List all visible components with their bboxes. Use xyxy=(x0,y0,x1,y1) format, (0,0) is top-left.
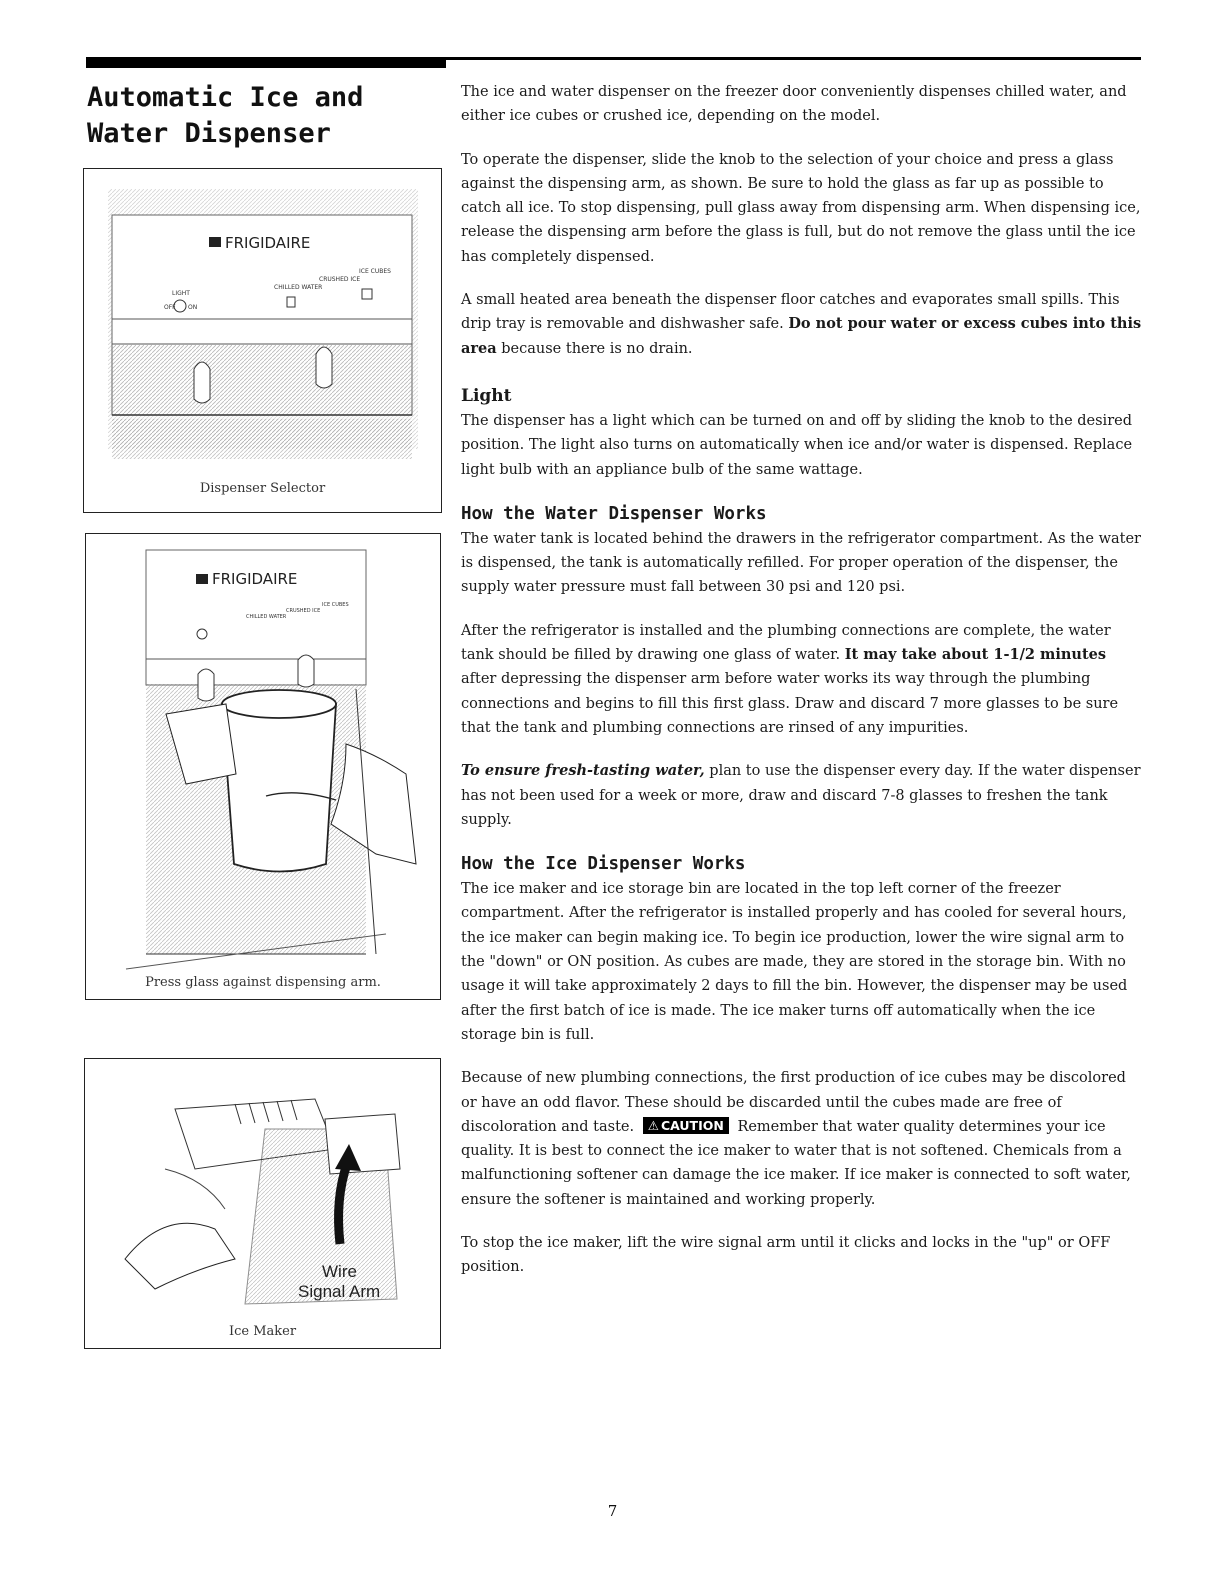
chilled-water-label: CHILLED WATER xyxy=(246,614,287,620)
figure-caption: Dispenser Selector xyxy=(199,481,326,496)
page-title: Automatic Ice and Water Dispenser xyxy=(87,82,364,149)
drip-tray-paragraph: A small heated area beneath the dispenser floor catches and evaporates small spills. This drip tray is removable and dishwasher safe. Do not pour water or excess cubes into this area because there is no drain. xyxy=(461,292,1142,357)
figure-caption: Press glass against dispensing arm. xyxy=(145,975,381,990)
light-label: LIGHT xyxy=(172,290,190,297)
water-paragraph-3: To ensure fresh-tasting water, plan to use the dispenser every day. If the water dispenser has not been used for a week or more, draw and discard 7-8 glasses to freshen the tank supply. xyxy=(461,762,1141,828)
page-number: 7 xyxy=(607,1502,618,1520)
water-paragraph-1: The water tank is located behind the drawers in the refrigerator compartment. As the water is dispensed, the tank is automatically refilled. For proper operation of the dispenser, the supply water pressure must fall between 30 psi and 120 psi. xyxy=(461,530,1141,596)
light-paragraph: The dispenser has a light which can be turned on and off by sliding the knob to the desired position. The light also turns on automatically when ice and/or water is dispensed. Replace light bulb with an appliance bulb of the same wattage. xyxy=(461,412,1133,478)
figure-ice-maker xyxy=(84,1058,441,1349)
light-heading: Light xyxy=(461,385,512,406)
callout-signal-arm: Signal Arm xyxy=(298,1282,381,1301)
ice-cubes-label: ICE CUBES xyxy=(322,602,349,608)
operate-paragraph: To operate the dispenser, slide the knob to the selection of your choice and press a glass against the dispensing arm, as shown. Be sure to hold the glass as far up as possible to catch all ice. To stop dispensing, pull glass away from dispensing arm. When dispensing ice, release the dispensing arm before the glass is full, but do not remove the glass until the ice has completely dispensed. xyxy=(461,151,1141,265)
ice-maker-illustration xyxy=(85,1059,439,1347)
warning-icon: ⚠ xyxy=(647,1117,659,1133)
brand-logo: FRIGIDAIRE xyxy=(225,234,311,252)
header-rule-thick xyxy=(86,57,446,68)
figure-caption: Ice Maker xyxy=(228,1324,297,1339)
ice-paragraph-2: Because of new plumbing connections, the first production of ice cubes may be discolored or have an odd flavor. These should be discarded until the cubes made are free of discoloration and taste. ⚠ CAUTION Remember that water quality determines your ice quality. It is best to connect the ice maker to water that is not softened. Chemicals from a malfunctioning softener can damage the ice maker. If ice maker is connected to soft water, ensure the softener is maintained and working properly. xyxy=(461,1070,1131,1208)
ice-dispenser-heading: How the Ice Dispenser Works xyxy=(461,854,746,875)
callout-wire: Wire xyxy=(322,1262,357,1281)
brand-logo: FRIGIDAIRE xyxy=(212,570,298,588)
figure-press-glass xyxy=(85,533,441,1000)
crushed-ice-label: CRUSHED ICE xyxy=(319,276,361,283)
caution-badge: ⚠ CAUTION xyxy=(643,1117,729,1134)
off-label: OFF xyxy=(164,304,176,311)
intro-paragraph: The ice and water dispenser on the freezer door conveniently dispenses chilled water, and either ice cubes or crushed ice, depending on the model. xyxy=(461,84,1127,125)
on-label: ON xyxy=(188,304,198,311)
water-dispenser-heading: How the Water Dispenser Works xyxy=(461,503,767,524)
dispenser-selector-illustration xyxy=(84,169,440,511)
water-paragraph-2: After the refrigerator is installed and the plumbing connections are complete, the water tank should be filled by drawing one glass of water. It may take about 1-1/2 minutes after depressing the dispenser arm before water works its way through the plumbing connections and begins to fill this first glass. Draw and discard 7 more glasses to be sure that the tank and plumbing connections are rinsed of any impurities. xyxy=(461,622,1119,736)
ice-paragraph-3: To stop the ice maker, lift the wire signal arm until it clicks and locks in the "up" or OFF position. xyxy=(461,1234,1111,1276)
ice-cubes-label: ICE CUBES xyxy=(359,268,391,275)
figure-dispenser-selector xyxy=(83,168,442,513)
main-content xyxy=(461,80,1145,1299)
press-glass-illustration xyxy=(86,534,439,998)
chilled-water-label: CHILLED WATER xyxy=(274,284,323,291)
ice-paragraph-1: The ice maker and ice storage bin are located in the top left corner of the freezer compartment. After the refrigerator is installed properly and has cooled for several hours, the ice maker can begin making ice. To begin ice production, lower the wire signal arm to the "down" or ON position. As cubes are made, they are stored in the storage bin. With no usage it will take approximately 2 days to fill the bin. However, the dispenser may be used after the first batch of ice is made. The ice maker turns off automatically when the ice storage bin is full. xyxy=(461,881,1128,1043)
crushed-ice-label: CRUSHED ICE xyxy=(286,608,321,614)
header-rule-thin xyxy=(446,57,1141,60)
drip-warning: Do not pour water or excess cubes into this area xyxy=(461,315,1142,357)
